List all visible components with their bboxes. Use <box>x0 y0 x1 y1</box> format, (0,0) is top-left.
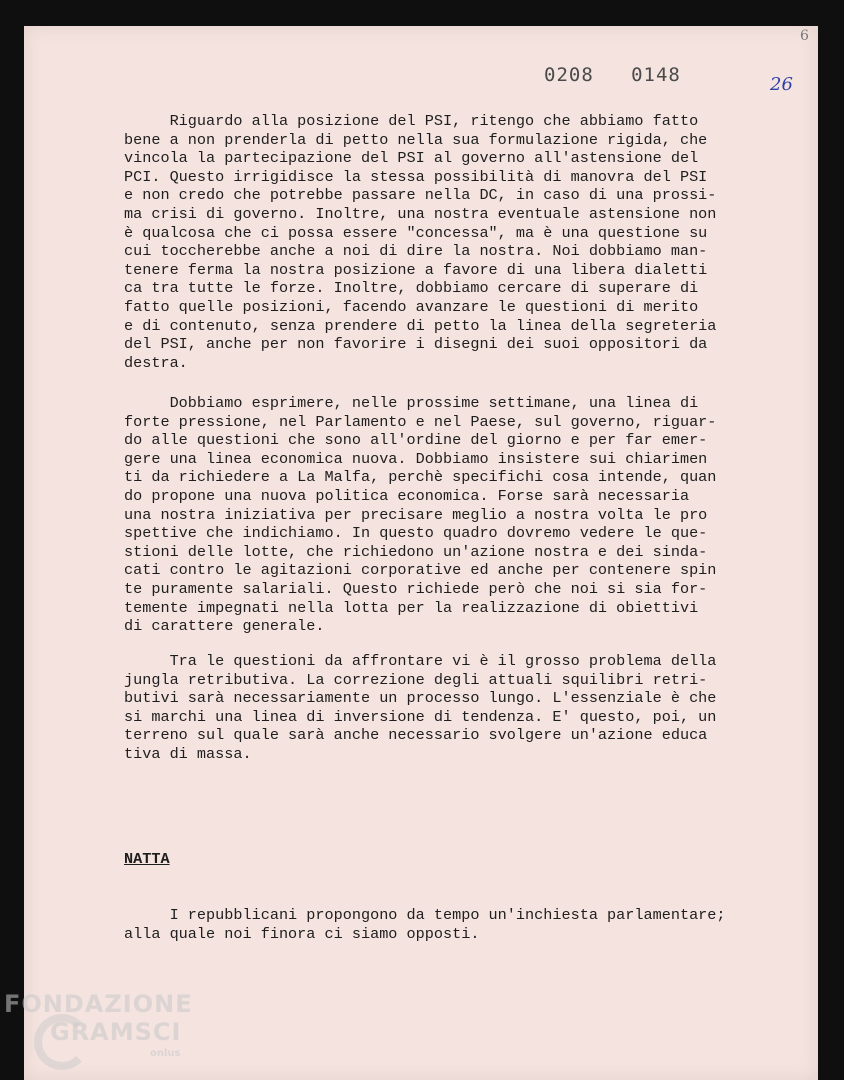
paragraph-natta: I repubblicani propongono da tempo un'inchiesta parlamentare; alla quale noi finora ci siamo opposti. <box>124 906 726 943</box>
paragraph-psi-position: Riguardo alla posizione del PSI, ritengo che abbiamo fatto bene a non prenderla di petto nella sua formulazione rigida, che vincola la partecipazione del PSI al governo all'astensione del PCI. Questo irrigidisce la stessa possibilità di manovra del PSI e non credo che potrebbe passare nella DC, in caso di una prossi- ma crisi di governo. Inoltre, una nostra eventuale astensione non è qualcosa che ci possa essere "concessa", ma è una questione su cui toccherebbe anche a noi di dire la nostra. Noi dobbiamo man- tenere ferma la nostra posizione a favore di una libera dialetti ca tra tutte le forze. Inoltre, dobbiamo cercare di superare di fatto quelle posizioni, facendo avanzare le questioni di merito e di contenuto, senza prendere di petto la linea della segreteria del PSI, anche per non favorire i disegni dei suoi oppositori da destra. <box>124 112 717 372</box>
document-page <box>24 26 818 1080</box>
archive-number: 0208 0148 <box>544 64 681 86</box>
paragraph-jungla-retributiva: Tra le questioni da affrontare vi è il grosso problema della jungla retributiva. La correzione degli attuali squilibri retri- butivi sarà necessariamente un processo lungo. L'essenziale è che si marchi una linea di inversione di tendenza. E' questo, poi, un terreno sul quale sarà anche necessario svolgere un'azione educa tiva di massa. <box>124 652 717 763</box>
paragraph-pressure: Dobbiamo esprimere, nelle prossime settimane, una linea di forte pressione, nel Parlamento e nel Paese, sul governo, riguar- do alle questioni che sono all'ordine del giorno e per far emer- gere una linea economica nuova. Dobbiamo insistere sui chiarimen ti da richiedere a La Malfa, perchè specifichi cosa intende, quan do propone una nuova politica economica. Forse sarà necessaria una nostra iniziativa per precisare meglio a nostra volta le pro spettive che indichiamo. In questo quadro dovremo vedere le que- stioni delle lotte, che richiedono un'azione nostra e dei sinda- cati contro le agitazioni corporative ed anche per contenere spin te puramente salariali. Questo richiede però che noi si sia for- temente impegnati nella lotta per la realizzazione di obiettivi di carattere generale. <box>124 394 717 636</box>
handwritten-page-number: 26 <box>770 74 793 95</box>
corner-pencil-mark: 6 <box>800 28 809 44</box>
fondazione-gramsci-watermark: FONDAZIONE GRAMSCI onlus <box>4 990 224 1074</box>
speaker-name: NATTA <box>124 850 170 868</box>
